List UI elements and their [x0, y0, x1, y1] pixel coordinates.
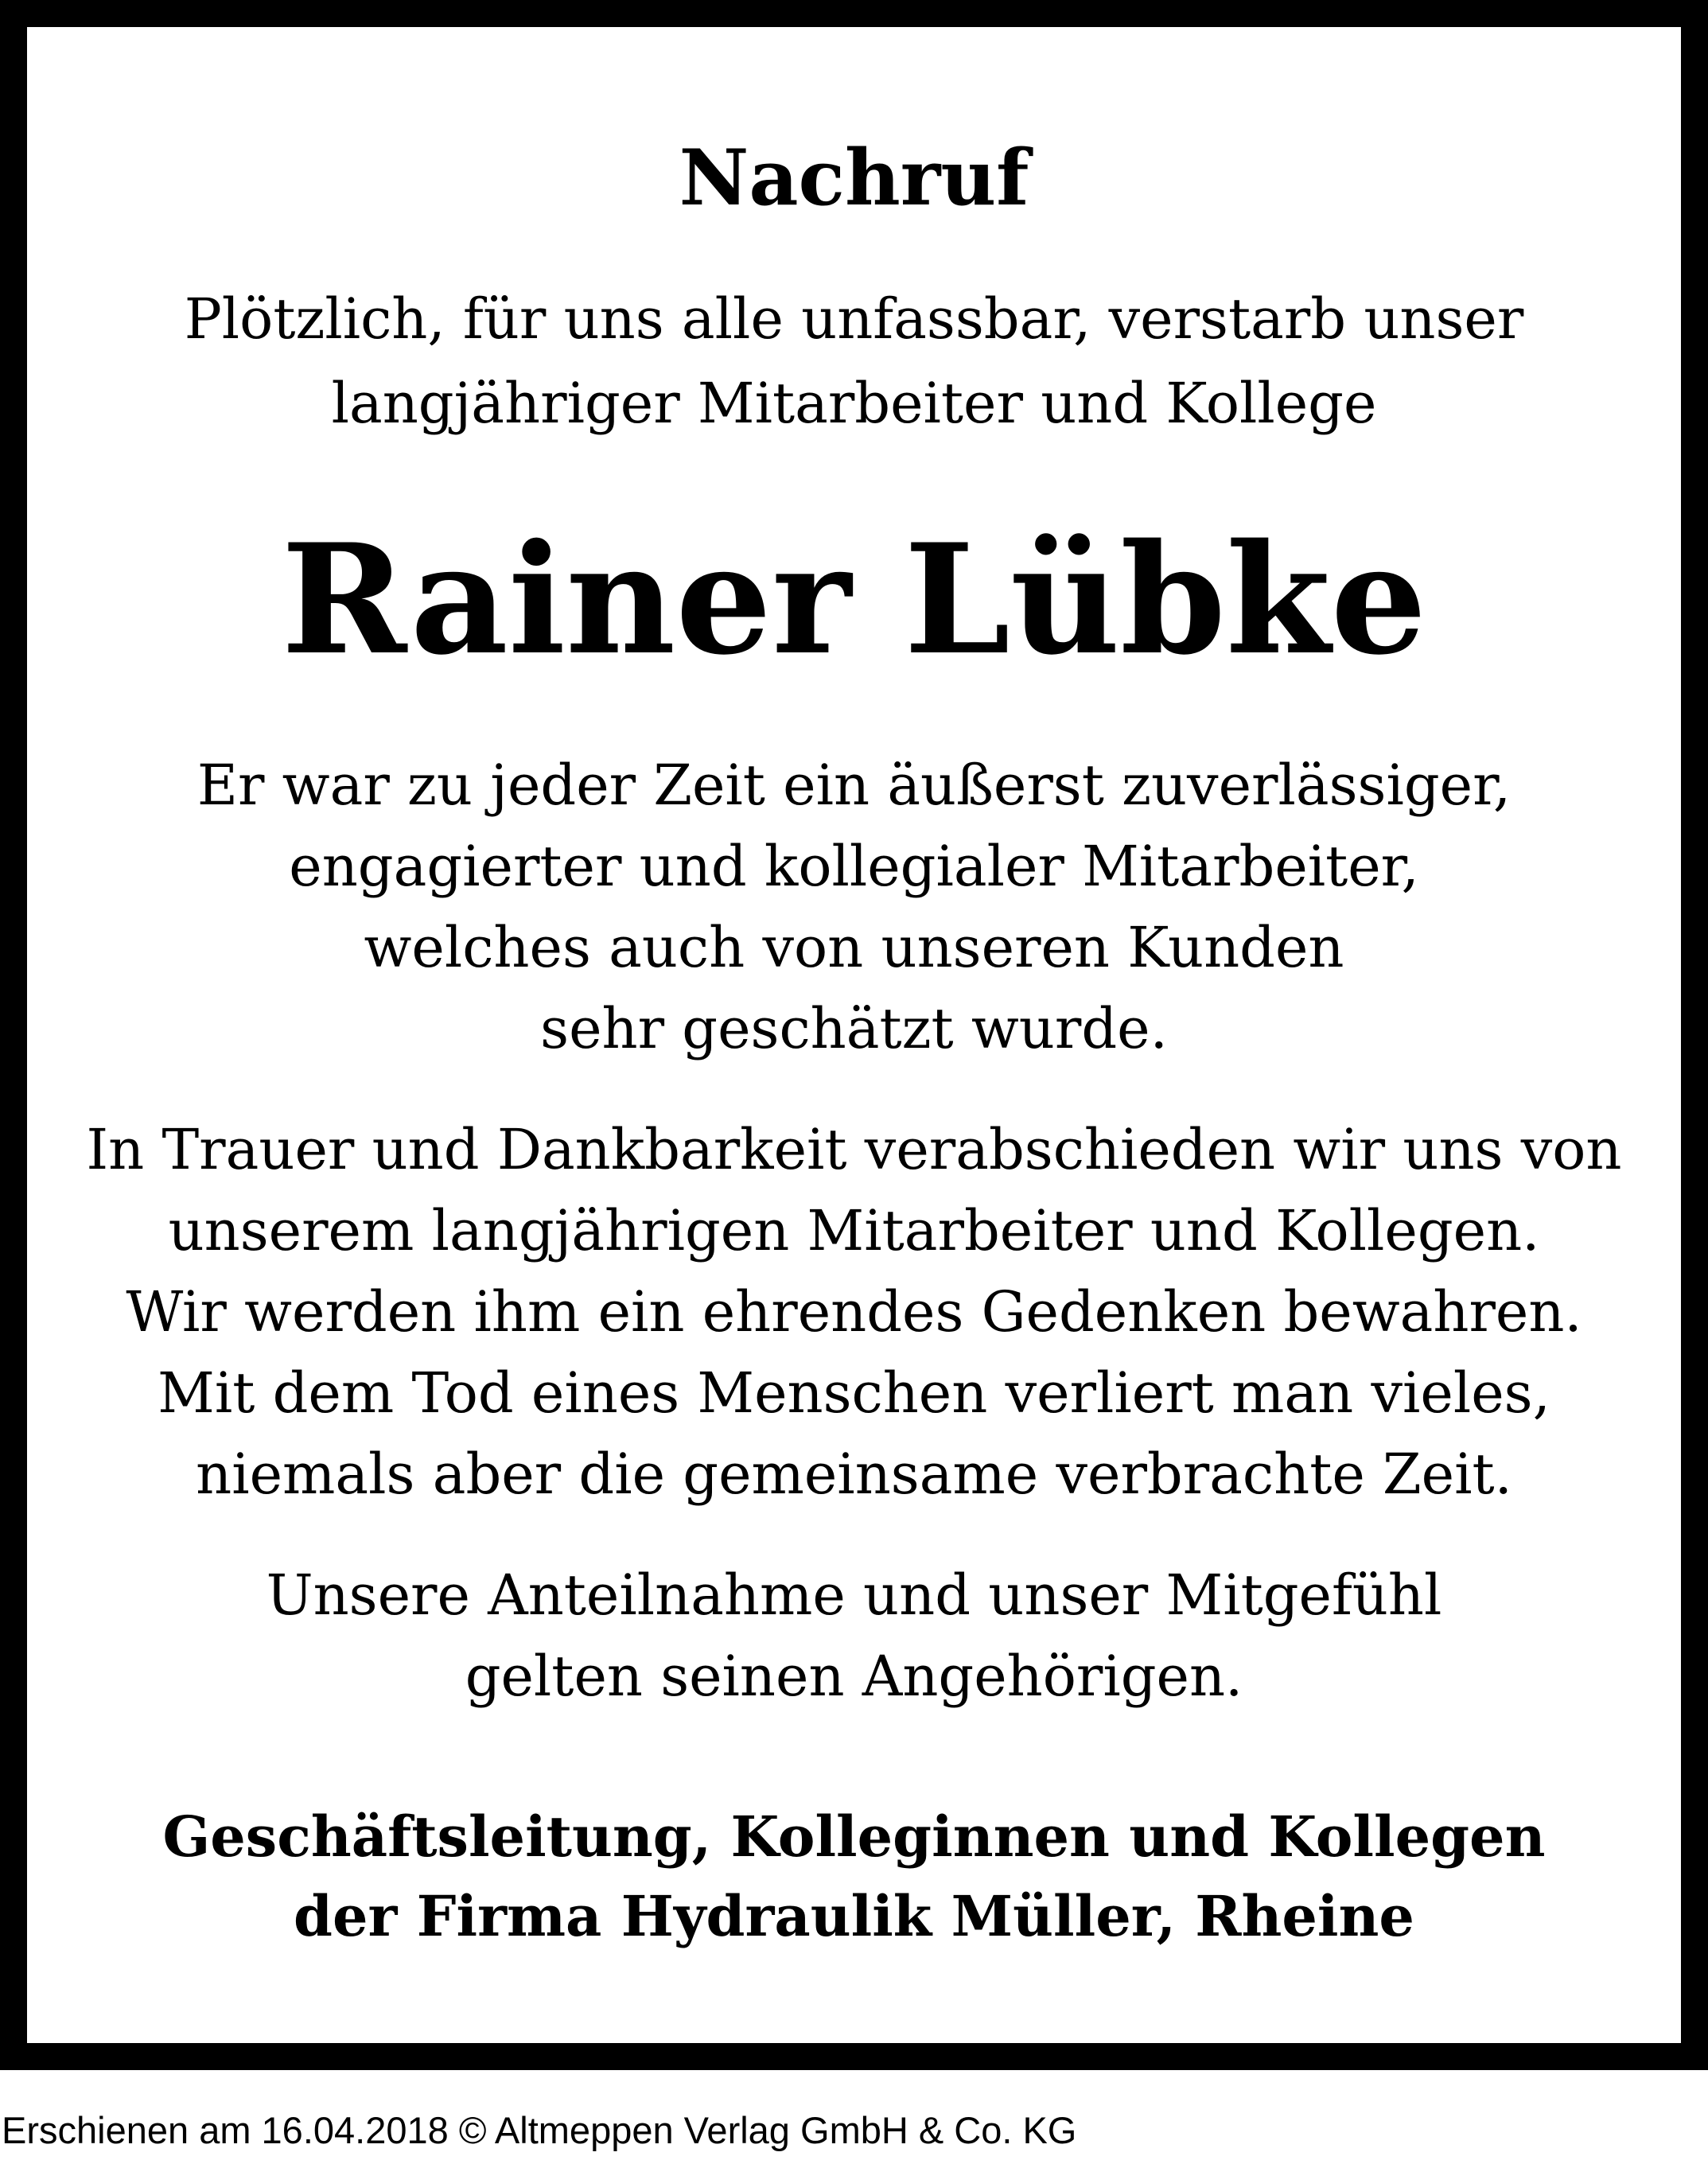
farewell-line: Mit dem Tod eines Menschen verliert man vieles,: [158, 1360, 1550, 1426]
tribute-line: engagierter und kollegialer Mitarbeiter,: [289, 834, 1419, 899]
condolence-line: gelten seinen Angehörigen.: [465, 1644, 1243, 1709]
condolence-line: Unsere Anteilnahme und unser Mitgefühl: [266, 1563, 1442, 1628]
intro-line: langjähriger Mitarbeiter und Kollege: [331, 371, 1377, 436]
signature-line: der Firma Hydraulik Müller, Rheine: [294, 1883, 1414, 1949]
signature-line: Geschäftsleitung, Kolleginnen und Kollegen: [162, 1804, 1546, 1870]
obituary-notice: [27, 27, 1681, 2043]
intro-line: Plötzlich, für uns alle unfassbar, verstarb unser: [184, 286, 1524, 352]
tribute-line: welches auch von unseren Kunden: [364, 915, 1344, 980]
farewell-line: unserem langjährigen Mitarbeiter und Kollegen.: [168, 1198, 1540, 1263]
farewell-line: In Trauer und Dankbarkeit verabschieden wir uns von: [86, 1117, 1622, 1182]
tribute-line: sehr geschätzt wurde.: [540, 996, 1168, 1061]
tribute-line: Er war zu jeder Zeit ein äußerst zuverlässiger,: [196, 753, 1512, 818]
deceased-name: Rainer Lübke: [281, 511, 1427, 688]
notice-heading: Nachruf: [679, 133, 1029, 223]
farewell-line: niemals aber die gemeinsame verbrachte Zeit.: [196, 1442, 1512, 1507]
farewell-line: Wir werden ihm ein ehrendes Gedenken bewahren.: [126, 1279, 1582, 1345]
publication-credit: Erschienen am 16.04.2018 © Altmeppen Verlag GmbH & Co. KG: [2, 2109, 1077, 2151]
